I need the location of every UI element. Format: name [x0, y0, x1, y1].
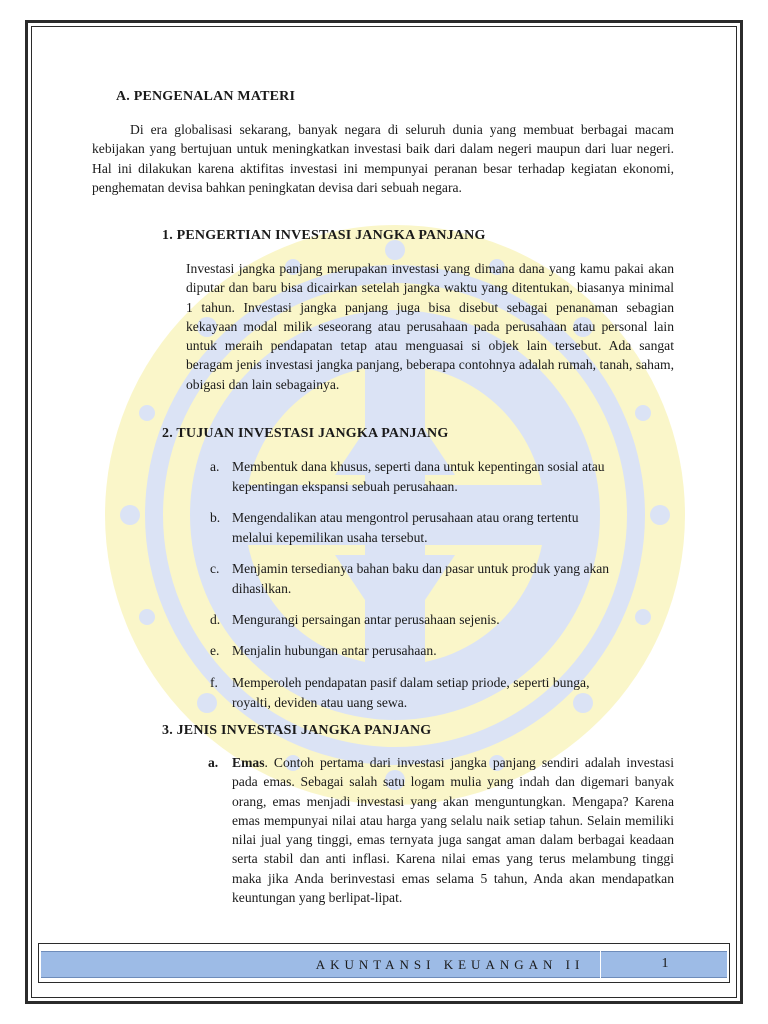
list-marker: b.: [210, 510, 221, 525]
section-heading: A. PENGENALAN MATERI: [116, 89, 296, 104]
list-item-text: Menjamin tersedianya bahan baku dan pasar untuk produk yang akan dihasilkan.: [232, 561, 610, 596]
list-marker: a.: [210, 459, 220, 474]
list-marker: f.: [210, 675, 218, 690]
sub3-heading: 3. JENIS INVESTASI JANGKA PANJANG: [162, 723, 432, 738]
sub1-heading: 1. PENGERTIAN INVESTASI JANGKA PANJANG: [162, 228, 486, 243]
sub1-paragraph: Investasi jangka panjang merupakan investasi yang dimana dana yang kamu pakai akan diputar dan baru bisa dicairkan setelah jangka waktu yang ditentukan, biasanya minimal 1 tahun. Investasi jangka panjang juga bisa disebut sebagai penanaman sebagian kekayaan modal milik seseorang atau perusahaan pada perusahaan atau personal lain untuk meraih pendapatan tetap atau menguasai si objek lain tersebut. Ada sangat beragam jenis investasi jangka panjang, beberapa contohnya adalah rumah, tanah, saham, obigasi dan lain sebagainya.: [186, 261, 674, 392]
list-item-text: Mengendalikan atau mengontrol perusahaan atau orang tertentu melalui kepemilikan usaha tersebut.: [232, 510, 579, 545]
list-marker: e.: [210, 643, 220, 658]
term-description: . Contoh pertama dari investasi jangka panjang sendiri adalah investasi pada emas. Sebagai salah satu logam mulia yang indah dan digemari banyak orang, emas menjadi investasi yang akan menguntungkan. Mengapa? Karena emas mempunyai nilai atau harga yang selalu naik setiap tahun. Selain memiliki nilai jual yang tinggi, emas ternyata juga sangat aman dalam berbagai keadaan serta stabil dan anti inflasi. Karena nilai emas yang terus melambung tinggi maka jika Anda berinvestasi emas selama 5 tahun, Anda akan mendapatkan keuntungan yang berlipat-lipat.: [232, 755, 674, 906]
term-emas: Emas: [232, 755, 265, 770]
footer-course-title: AKUNTANSI KEUANGAN II: [315, 957, 585, 972]
list-item-text: Membentuk dana khusus, seperti dana untuk kepentingan sosial atau kepentingan ekspansi sebuah perusahaan.: [232, 459, 605, 494]
list-item-text: Mengurangi persaingan antar perusahaan sejenis.: [232, 612, 500, 627]
list-item-text: Menjalin hubungan antar perusahaan.: [232, 643, 437, 658]
footer-divider: [600, 951, 601, 978]
page-number: 1: [661, 956, 669, 971]
intro-paragraph: Di era globalisasi sekarang, banyak negara di seluruh dunia yang membuat berbagai macam kebijakan yang bertujuan untuk meningkatkan investasi baik dari dalam negeri maupun dari luar negeri. Hal ini dilakukan karena aktifitas investasi ini mempunyai peranan besar terhadap kegiatan ekonomi, penghematan devisa bahkan peningkatan devisa dari sebuah negara.: [92, 122, 674, 195]
list-item-text: Memperoleh pendapatan pasif dalam setiap priode, seperti bunga, royalti, deviden atau uang sewa.: [232, 675, 590, 710]
list-marker: c.: [210, 561, 220, 576]
sub3-item-paragraph: [232, 753, 674, 907]
sub2-heading: 2. TUJUAN INVESTASI JANGKA PANJANG: [162, 426, 449, 441]
list-marker: a.: [208, 755, 219, 770]
list-marker: d.: [210, 612, 221, 627]
